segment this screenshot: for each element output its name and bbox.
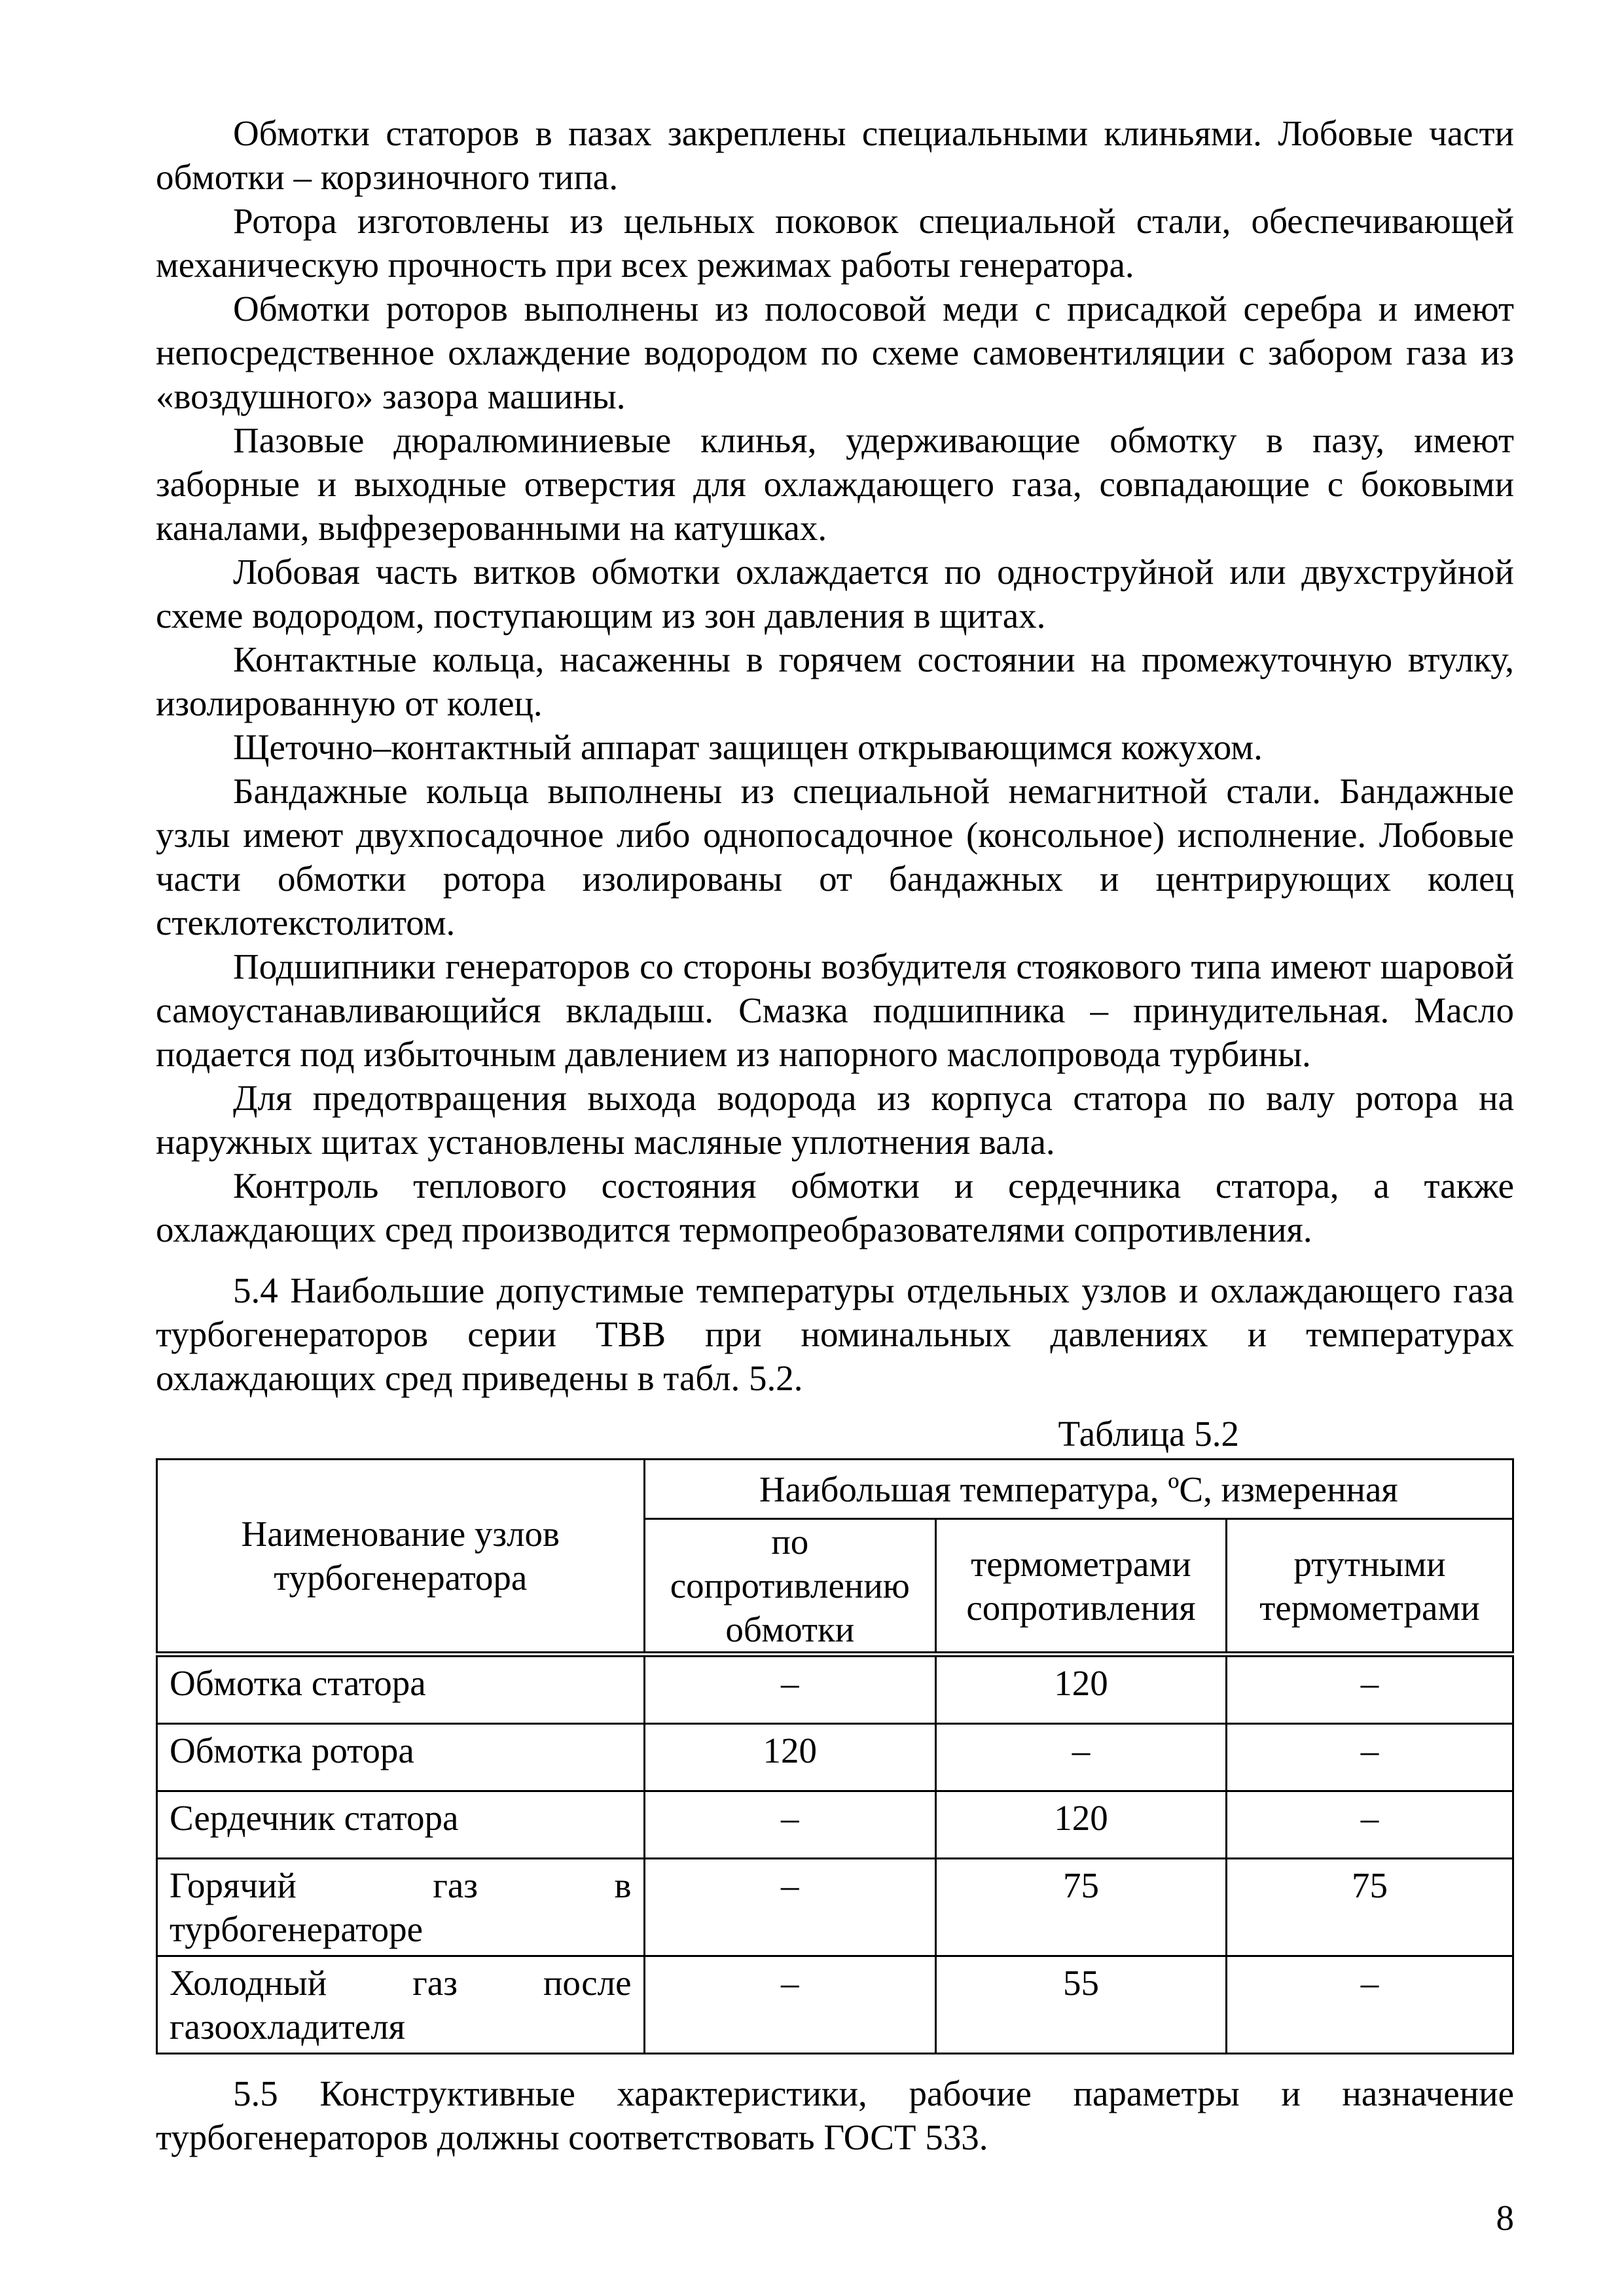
column-header-group: Наибольшая температура, ºC, измеренная xyxy=(644,1460,1513,1519)
row-name: Холодный газ после газоохладителя xyxy=(157,1956,645,2054)
table-row xyxy=(157,1791,1513,1859)
paragraph-shaft-seals: Для предотвращения выхода водорода из корпуса статора по валу ротора на наружных щитах установлены масляные уплотнения вала. xyxy=(156,1078,1514,1162)
section-5-5: 5.5 Конструктивные характеристики, рабочие параметры и назначение турбогенераторов должны соответствовать ГОСТ 533. xyxy=(156,2073,1514,2157)
cell-value: – xyxy=(1226,1791,1513,1859)
cell-value: – xyxy=(1226,1655,1513,1724)
cell-value: 55 xyxy=(936,1956,1227,2054)
table-row xyxy=(157,1956,1513,2054)
paragraph-bearings: Подшипники генераторов со стороны возбудителя стоякового типа имеют шаровой самоустанавливающийся вкладыш. Смазка подшипника – принудительная. Масло подается под избыточным давлением из напорного маслопровода турбины. xyxy=(156,946,1514,1074)
cell-value: 120 xyxy=(936,1791,1227,1859)
cell-value: 75 xyxy=(1226,1859,1513,1956)
paragraph-slip-rings: Контактные кольца, насаженны в горячем состоянии на промежуточную втулку, изолированную от колец. xyxy=(156,639,1514,723)
table-row xyxy=(157,1724,1513,1791)
table-row xyxy=(157,1859,1513,1956)
paragraph-rotor-forgings: Ротора изготовлены из цельных поковок специальной стали, обеспечивающей механическую прочность при всех режимах работы генератора. xyxy=(156,201,1514,285)
cell-value: – xyxy=(936,1724,1227,1791)
column-header-mercury-thermometers: ртутными термометрами xyxy=(1226,1519,1513,1655)
row-name: Сердечник статора xyxy=(157,1791,645,1859)
cell-value: – xyxy=(644,1859,936,1956)
paragraph-stator-windings: Обмотки статоров в пазах закреплены специальными клиньями. Лобовые части обмотки – корзиночного типа. xyxy=(156,113,1514,197)
paragraph-end-turns: Лобовая часть витков обмотки охлаждается по одноструйной или двухструйной схеме водородом, поступающим из зон давления в щитах. xyxy=(156,552,1514,636)
temperature-table xyxy=(156,1458,1514,2054)
row-name: Обмотка статора xyxy=(157,1655,645,1724)
section-5-4: 5.4 Наибольшие допустимые температуры отдельных узлов и охлаждающего газа турбогенераторов серии ТВВ при номинальных давлениях и температурах охлаждающих сред приведены в табл. 5.2. xyxy=(156,1270,1514,1398)
paragraph-rotor-windings: Обмотки роторов выполнены из полосовой меди с присадкой серебра и имеют непосредственное охлаждение водородом по схеме самовентиляции с забором газа из «воздушного» зазора машины. xyxy=(156,289,1514,416)
paragraph-slot-wedges: Пазовые дюралюминиевые клинья, удерживающие обмотку в пазу, имеют заборные и выходные отверстия для охлаждающего газа, совпадающие с боковыми каналами, выфрезерованными на катушках. xyxy=(156,420,1514,548)
cell-value: 120 xyxy=(644,1724,936,1791)
paragraph-retaining-rings: Бандажные кольца выполнены из специальной немагнитной стали. Бандажные узлы имеют двухпосадочное либо однопосадочное (консольное) исполнение. Лобовые части обмотки ротора изолированы от бандажных и центрирующих колец стеклотекстолитом. xyxy=(156,771,1514,942)
paragraph-brush-gear: Щеточно–контактный аппарат защищен открывающимся кожухом. xyxy=(233,727,1263,767)
table-caption: Таблица 5.2 xyxy=(1058,1414,1239,1454)
cell-value: – xyxy=(1226,1724,1513,1791)
column-header-name: Наименование узлов турбогенератора xyxy=(157,1460,645,1655)
row-name: Обмотка ротора xyxy=(157,1724,645,1791)
page-number: 8 xyxy=(1496,2198,1514,2238)
cell-value: 120 xyxy=(936,1655,1227,1724)
cell-value: – xyxy=(644,1791,936,1859)
cell-value: 75 xyxy=(936,1859,1227,1956)
document-page xyxy=(156,111,1514,2159)
cell-value: – xyxy=(644,1956,936,2054)
row-name: Горячий газ в турбогенераторе xyxy=(157,1859,645,1956)
paragraph-thermal-control: Контроль теплового состояния обмотки и сердечника статора, а также охлаждающих сред производится термопреобразователями сопротивления. xyxy=(156,1166,1514,1249)
column-header-resistance-thermometers: термометрами сопротивления xyxy=(936,1519,1227,1655)
cell-value: – xyxy=(1226,1956,1513,2054)
table-row xyxy=(157,1655,1513,1724)
cell-value: – xyxy=(644,1655,936,1724)
column-header-winding-resistance: по сопротивлению обмотки xyxy=(644,1519,936,1655)
